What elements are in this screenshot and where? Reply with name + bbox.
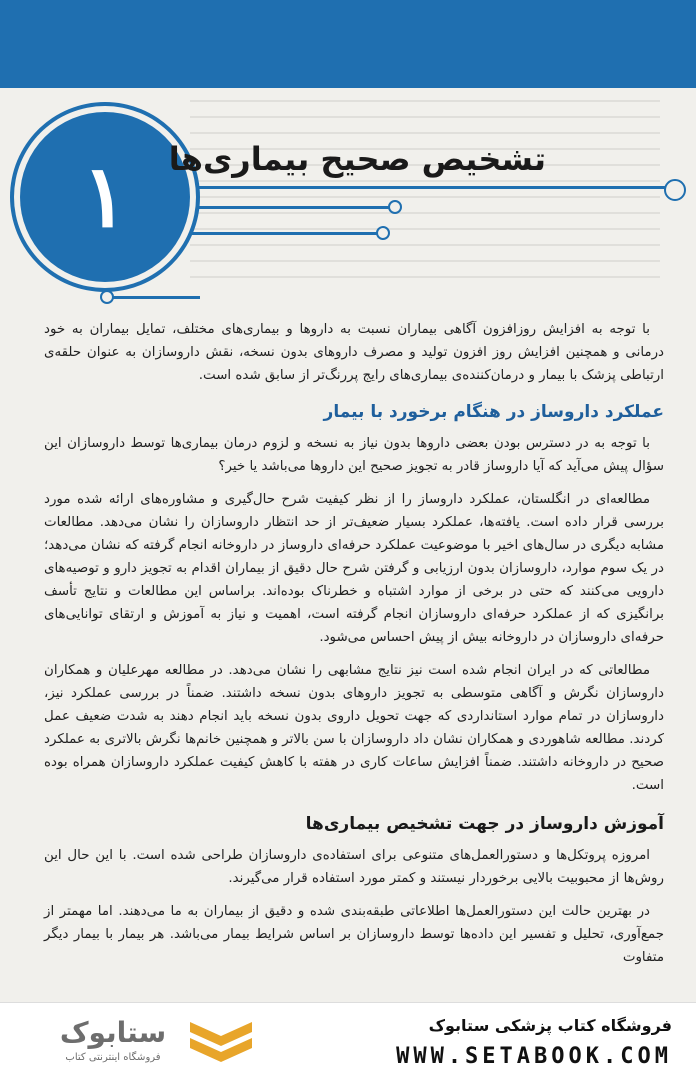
chapter-badge xyxy=(20,112,190,282)
chapter-body xyxy=(44,318,664,979)
section-heading: عملکرد داروساز در هنگام برخورد با بیمار xyxy=(323,402,664,422)
bleed-through-text xyxy=(190,100,660,290)
setabook-logo[interactable]: ستابوک xyxy=(59,1016,167,1049)
line-end-dot-right xyxy=(664,179,686,201)
paragraph: مطالعاتی که در ایران انجام شده است نیز نتایج مشابهی را نشان می‌دهد. در مطالعه مهرعلیان و همکاران داروسازان نگرش و آگاهی متوسطی به تجویز داروهای بدون نسخه داشتند. ضمناً در بررسی عملکرد نیز، داروسازان در تمام موارد استانداردی که جهت تحویل داروی بدون نسخه باید انجام دهند به شدت ضعیف عمل کردند. مطالعه شاهوردی و همکاران نشان داد داروسازان با سن بالاتر و همچنین خانم‌ها نگرش بالاتری به عملکرد صحیح در داروخانه داشتند. ضمناً افزایش ساعات کاری در هفته با کاهش کیفیت عملکرد داروسازان همراه بوده است. xyxy=(44,663,664,793)
paragraph: امروزه پروتکل‌ها و دستورالعمل‌های متنوعی برای استفاده‌ی داروسازان طراحی شده است. با این حال این روش‌ها از محبوبیت بالایی برخوردار نیستند و کمتر مورد استفاده قرار می‌گیرند. xyxy=(44,848,664,886)
line-end-dot-middle xyxy=(388,200,402,214)
top-blue-band xyxy=(0,0,696,88)
paragraph: در بهترین حالت این دستورالعمل‌ها اطلاعاتی طبقه‌بندی شده و دقیق از بیماران به ما می‌دهند. اما مهمتر از جمع‌آوری، تحلیل و تفسیر این داده‌ها توسط داروسازان بر اساس شرایط بیمار می‌باشد. هر بیمار با بیمار دیگر متفاوت xyxy=(44,904,664,965)
paragraph: با توجه به در دسترس بودن بعضی داروها بدون نیاز به نسخه و لزوم درمان بیماری‌ها توسط داروسازان این سؤال پیش می‌آید که آیا داروساز قادر به تجویز صحیح این داروها می‌باشد یا خیر؟ xyxy=(44,436,664,474)
shop-name: فروشگاه کتاب پزشکی ستابوک xyxy=(428,1016,672,1035)
intro-paragraph: با توجه به افزایش روزافزون آگاهی بیماران نسبت به داروها و بیماری‌های مختلف، تمایل بیماران به خود درمانی و همچنین افزایش روز افزون تولید و مصرف داروهای بدون نسخه، نقش داروسازان به عنوان حلقه‌ی ارتباطی پزشک با بیمار و درمان‌کننده‌ی بیماری‌های رایج پررنگ‌تر از سابق شده است. xyxy=(44,322,664,383)
line-end-dot-lower xyxy=(376,226,390,240)
paragraph: مطالعه‌ای در انگلستان، عملکرد داروساز را از نظر کیفیت شرح حال‌گیری و مشاوره‌های ارائه شده مورد بررسی قرار داده است. یافته‌ها، عملکرد بسیار ضعیف‌تر از حد انتظار داروسازان را نشان می‌دهد. مطالعات مشابه دیگری در سال‌های اخیر با موضوعیت عملکرد حرفه‌ای داروساز در داروخانه انجام گرفته که نشان می‌دهد؛ در یک سوم موارد، داروسازان بدون ارزیابی و گرفتن شرح حال دقیق از بیماران اقدام به تجویز دارو و توصیه‌های دارویی می‌کنند که حتی در برخی از موارد اشتباه و خطرناک بوده‌اند. براساس این مطالعات و نتایج تأسف برانگیزی که از عملکرد حرفه‌ای داروسازان انجام گرفته است، اهمیت و نیاز به آموزش و ارتقای توانایی‌های حرفه‌ای داروسازان در داروخانه بیش از پیش احساس می‌شود. xyxy=(44,492,664,645)
title-underline-long xyxy=(140,186,670,189)
line-end-dot-bottom xyxy=(100,290,114,304)
badge-bottom-line xyxy=(110,296,200,299)
chapter-number: ۱ xyxy=(81,146,129,247)
section-heading: آموزش داروساز در جهت تشخیص بیماری‌ها xyxy=(305,814,664,834)
setabook-chevron-logo-icon xyxy=(186,1018,256,1064)
chapter-title: تشخیص صحیح بیماری‌ها xyxy=(168,140,546,178)
logo-tagline: فروشگاه اینترنتی کتاب xyxy=(65,1052,161,1063)
shop-url-link[interactable]: WWW.SETABOOK.COM xyxy=(396,1044,672,1069)
